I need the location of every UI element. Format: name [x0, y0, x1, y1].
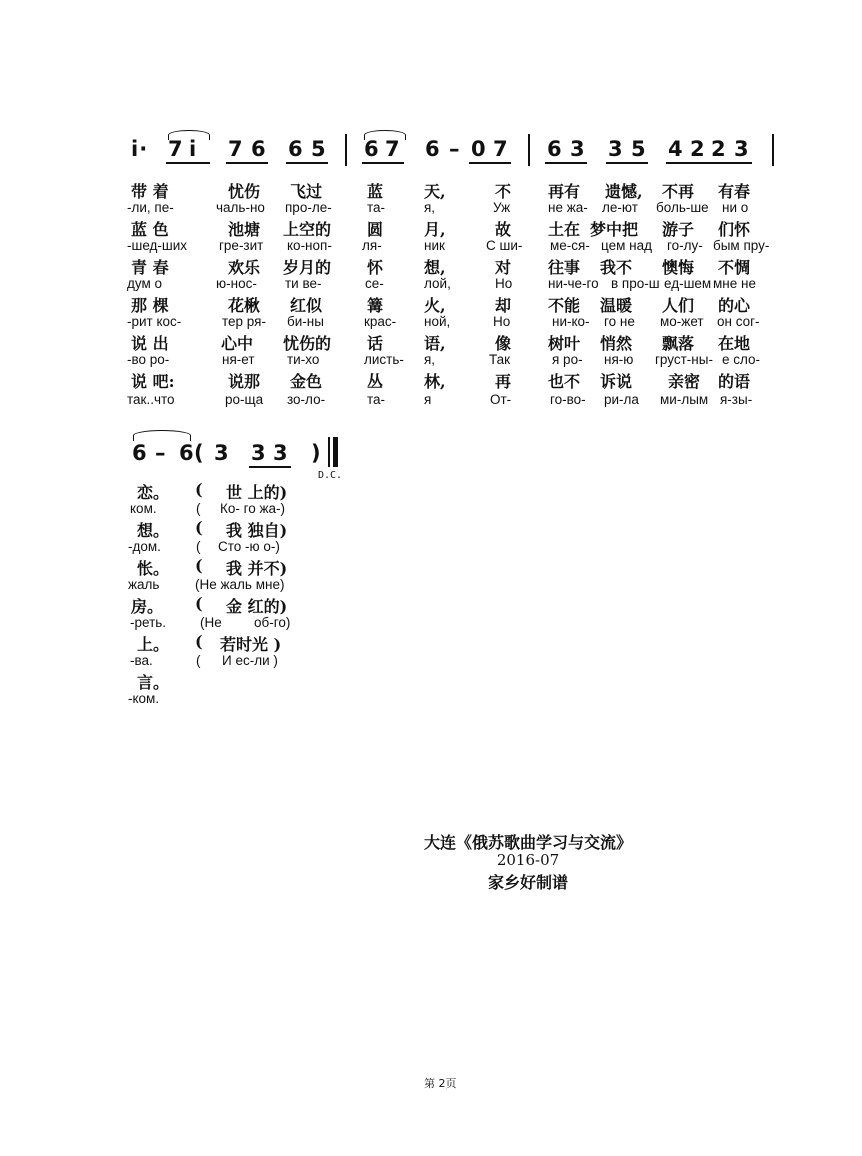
- lyric-word: ед-шем: [664, 276, 712, 291]
- note: 7: [493, 137, 509, 161]
- beam-underline: [166, 162, 210, 164]
- lyric-word: 我不: [600, 258, 633, 277]
- page-number: 第 2页: [424, 1077, 457, 1090]
- lyric-word: 话: [367, 334, 384, 353]
- note: 6: [364, 137, 380, 161]
- credit-source: 大连《俄苏歌曲学习与交流》: [423, 833, 632, 852]
- note: 6: [132, 441, 148, 465]
- note: i·: [131, 137, 149, 161]
- lyric-word: ни о: [722, 200, 749, 215]
- lyric-word: го-во-: [550, 392, 586, 407]
- lyric-word: я-зы-: [720, 392, 753, 407]
- lyric-word: 的语: [718, 372, 751, 391]
- lyric-word: ком.: [130, 501, 157, 516]
- lyric-word: (Не: [200, 615, 222, 630]
- lyric-word: 对: [495, 258, 512, 277]
- lyric-word: тер ря-: [222, 314, 266, 329]
- lyric-word: 那 棵: [131, 296, 169, 315]
- lyric-word: ни-ко-: [552, 314, 590, 329]
- lyric-word: (: [196, 539, 201, 554]
- lyric-word: про-ле-: [285, 200, 332, 215]
- lyric-word: цем над: [601, 238, 652, 253]
- lyric-word: чаль-но: [216, 200, 265, 215]
- lyric-word: он сог-: [717, 314, 760, 329]
- lyric-word: ни-че-го: [548, 276, 599, 291]
- tie: [133, 430, 191, 441]
- lyric-word: (: [195, 480, 203, 499]
- lyric-word: 们怀: [718, 220, 751, 239]
- lyric-word: 若时光 ): [220, 635, 282, 654]
- lyric-word: 说那: [228, 372, 261, 391]
- note: 3: [608, 137, 624, 161]
- lyric-word: го-лу-: [667, 238, 703, 253]
- lyric-word: 像: [495, 334, 512, 353]
- lyric-word: 飞过: [290, 182, 323, 201]
- lyric-word: ю-нос-: [216, 276, 257, 291]
- lyric-word: я ро-: [552, 352, 583, 367]
- lyric-word: ти ве-: [285, 276, 322, 291]
- lyric-word: 悄然: [600, 334, 633, 353]
- lyric-word: 月,: [424, 220, 446, 239]
- lyric-word: 树叶: [548, 334, 581, 353]
- lyric-word: 说 出: [131, 334, 169, 353]
- note: –: [449, 137, 461, 161]
- da-capo-mark: D.C.: [318, 470, 343, 481]
- lyric-word: (: [195, 632, 203, 651]
- lyric-word: так..что: [127, 392, 175, 407]
- lyric-word: 有春: [718, 182, 751, 201]
- barline: [772, 134, 774, 166]
- lyric-word: 丛: [367, 372, 384, 391]
- lyric-word: ко-ноп-: [287, 238, 332, 253]
- lyric-word: -реть.: [130, 615, 167, 630]
- lyric-word: 花楸: [228, 296, 261, 315]
- lyric-word: 想,: [424, 258, 446, 277]
- note: 3: [251, 441, 267, 465]
- lyric-word: (: [195, 556, 203, 575]
- note: 7: [385, 137, 401, 161]
- lyric-word: листь-: [364, 352, 404, 367]
- lyric-word: 游子: [662, 220, 695, 239]
- note: 6: [288, 137, 304, 161]
- lyric-word: 往事: [548, 258, 581, 277]
- beam-underline: [362, 162, 404, 164]
- lyric-word: ня-ет: [222, 352, 255, 367]
- lyric-word: я,: [424, 200, 436, 215]
- final-barline-thick: [333, 437, 338, 467]
- lyric-word: го не: [604, 314, 635, 329]
- lyric-word: И ес-ли ): [222, 653, 278, 668]
- lyric-word: 带 着: [131, 182, 169, 201]
- lyric-word: Ко- го жа-): [220, 501, 286, 516]
- lyric-word: 房。: [131, 597, 164, 616]
- lyric-word: 再: [495, 372, 512, 391]
- note: (: [194, 441, 205, 465]
- lyric-word: ля-: [362, 238, 382, 253]
- lyric-word: ле-ют: [602, 200, 638, 215]
- lyric-word: 金色: [290, 372, 323, 391]
- lyric-word: 我 并不): [226, 559, 288, 578]
- lyric-word: 懊悔: [662, 258, 695, 277]
- lyric-word: Но: [493, 314, 511, 329]
- lyric-word: 故: [495, 220, 512, 239]
- note: –: [155, 441, 167, 465]
- lyric-word: (: [196, 501, 201, 516]
- note: 0: [471, 137, 487, 161]
- lyric-word: 不再: [662, 182, 695, 201]
- note: 3: [734, 137, 750, 161]
- note: 3: [214, 441, 230, 465]
- lyric-word: 心中: [221, 334, 254, 353]
- note: 5: [631, 137, 647, 161]
- lyric-word: ме-ся-: [550, 238, 590, 253]
- lyric-word: -ком.: [128, 691, 160, 706]
- note: ): [311, 441, 322, 465]
- lyric-word: -ва.: [130, 653, 153, 668]
- lyric-word: -дом.: [128, 539, 161, 554]
- lyric-word: 上空的: [283, 220, 332, 239]
- lyric-word: 不能: [548, 296, 581, 315]
- lyric-word: Так: [489, 352, 511, 367]
- note: 7: [228, 137, 244, 161]
- note: i: [189, 137, 198, 161]
- lyric-word: мо-жет: [660, 314, 704, 329]
- lyric-word: не жа-: [548, 200, 588, 215]
- beam-underline: [666, 162, 752, 164]
- note: 6: [425, 137, 441, 161]
- credit-date: 2016-07: [496, 851, 560, 869]
- lyric-word: 不惆: [718, 258, 751, 277]
- lyric-word: ро-ща: [225, 392, 264, 407]
- lyric-word: (: [196, 653, 201, 668]
- lyric-word: я,: [424, 352, 436, 367]
- beam-underline: [469, 162, 511, 164]
- lyric-word: 说 吧:: [131, 372, 175, 391]
- lyric-word: 言。: [137, 673, 170, 692]
- lyric-word: ми-лым: [660, 392, 709, 407]
- lyric-word: би-ны: [287, 314, 324, 329]
- lyric-word: 金 红的): [226, 597, 288, 616]
- lyric-word: 却: [495, 296, 512, 315]
- lyric-word: дум о: [127, 276, 163, 291]
- lyric-word: 不: [495, 182, 512, 201]
- lyric-word: 人们: [662, 296, 695, 315]
- lyric-word: е сло-: [722, 352, 761, 367]
- lyric-word: Но: [495, 276, 513, 291]
- slur: [364, 130, 406, 140]
- note: 3: [273, 441, 289, 465]
- lyric-word: об-го): [254, 615, 291, 630]
- lyric-word: груст-ны-: [655, 352, 713, 367]
- lyric-word: -шед-ших: [127, 238, 188, 253]
- lyric-word: 恋。: [137, 483, 170, 502]
- lyric-word: 篝: [367, 296, 384, 315]
- lyric-word: 土在: [548, 220, 581, 239]
- lyric-word: 的心: [718, 296, 751, 315]
- lyric-word: 亲密: [668, 372, 701, 391]
- lyric-word: ня-ю: [604, 352, 634, 367]
- lyric-word: гре-зит: [219, 238, 264, 253]
- final-barline-thin: [328, 437, 330, 467]
- lyric-word: -во ро-: [127, 352, 170, 367]
- lyric-word: Сто -ю о-): [218, 539, 280, 554]
- note: 2: [690, 137, 706, 161]
- lyric-word: Уж: [493, 200, 511, 215]
- beam-underline: [226, 162, 268, 164]
- lyric-word: 红似: [290, 296, 323, 315]
- note: 6: [251, 137, 267, 161]
- beam-underline: [606, 162, 648, 164]
- lyric-word: зо-ло-: [287, 392, 326, 407]
- slur: [168, 130, 210, 140]
- note: 4: [668, 137, 684, 161]
- lyric-word: 想。: [137, 521, 170, 540]
- lyric-word: 我 独自): [226, 521, 288, 540]
- lyric-word: 池塘: [228, 220, 261, 239]
- lyric-word: (Не жаль мне): [195, 577, 285, 592]
- lyric-word: 温暖: [600, 296, 633, 315]
- lyric-word: 世 上的): [226, 483, 288, 502]
- lyric-word: бым пру-: [713, 238, 770, 253]
- note: 3: [570, 137, 586, 161]
- lyric-word: 梦中把: [590, 220, 639, 239]
- lyric-word: мне не: [713, 276, 756, 291]
- note: 6: [547, 137, 563, 161]
- lyric-word: жаль: [128, 577, 160, 592]
- lyric-word: 青 春: [131, 258, 169, 277]
- note: 5: [311, 137, 327, 161]
- lyric-word: 林,: [424, 372, 446, 391]
- lyric-word: 忧伤: [228, 182, 261, 201]
- note: 2: [711, 137, 727, 161]
- lyric-word: 在地: [718, 334, 751, 353]
- lyric-word: -рит кос-: [127, 314, 182, 329]
- lyric-word: 圆: [367, 220, 384, 239]
- lyric-word: 忧伤的: [283, 334, 332, 353]
- barline: [528, 134, 530, 166]
- lyric-word: та-: [367, 200, 386, 215]
- lyric-word: С ши-: [486, 238, 523, 253]
- barline: [345, 134, 347, 166]
- lyric-word: 蓝 色: [131, 220, 169, 239]
- lyric-word: 怅。: [137, 559, 170, 578]
- lyric-word: 天,: [424, 182, 446, 201]
- beam-underline: [545, 162, 587, 164]
- lyric-word: 岁月的: [283, 258, 332, 277]
- note: 6: [179, 441, 195, 465]
- lyric-word: 火,: [424, 296, 446, 315]
- lyric-word: ной,: [424, 314, 451, 329]
- lyric-word: боль-ше: [656, 200, 709, 215]
- lyric-word: в про-ш: [611, 276, 660, 291]
- lyric-word: От-: [490, 392, 512, 407]
- beam-underline: [249, 466, 291, 468]
- credit-author: 家乡好制谱: [487, 873, 568, 892]
- lyric-word: я: [424, 392, 432, 407]
- lyric-word: крас-: [364, 314, 397, 329]
- note: 7: [168, 137, 184, 161]
- lyric-word: (: [195, 594, 203, 613]
- lyric-word: 怀: [367, 258, 384, 277]
- lyric-word: ри-ла: [604, 392, 639, 407]
- lyric-word: -ли, пе-: [127, 200, 174, 215]
- lyric-word: ти-хо: [287, 352, 320, 367]
- lyric-word: та-: [367, 392, 386, 407]
- lyric-word: 蓝: [367, 182, 384, 201]
- lyric-word: 语,: [424, 334, 446, 353]
- lyric-word: 再有: [548, 182, 581, 201]
- lyric-word: 飘落: [662, 334, 695, 353]
- lyric-word: 遗憾,: [605, 182, 643, 201]
- beam-underline: [286, 162, 328, 164]
- lyric-word: се-: [365, 276, 384, 291]
- lyric-word: 上。: [137, 635, 170, 654]
- lyric-word: ник: [424, 238, 445, 253]
- lyric-word: 诉说: [600, 372, 633, 391]
- lyric-word: лой,: [424, 276, 451, 291]
- lyric-word: (: [195, 518, 203, 537]
- lyric-word: 也不: [548, 372, 581, 391]
- lyric-word: 欢乐: [228, 258, 261, 277]
